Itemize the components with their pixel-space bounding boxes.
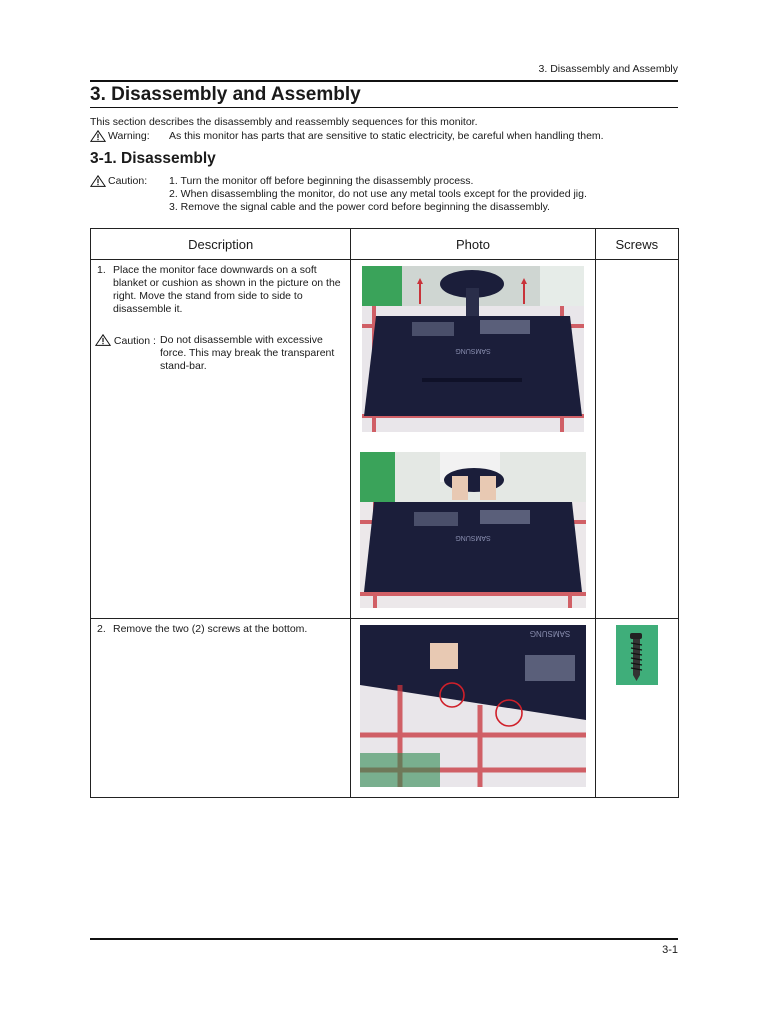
step-text: Place the monitor face downwards on a soft blanket or cushion as shown in the picture on the right. Move the stand from side to side to disassemble it.	[113, 264, 341, 315]
caution-list	[169, 175, 587, 214]
photo-monitor-back-stand	[362, 266, 584, 432]
caution-item: 3. Remove the signal cable and the power cord before beginning the disassembly.	[169, 201, 550, 213]
disassembly-table	[90, 228, 679, 798]
table-row	[91, 260, 679, 619]
step-2-description	[91, 619, 351, 798]
step-1-description	[91, 260, 351, 619]
header-photo: Photo	[351, 229, 595, 260]
header-rule	[90, 80, 678, 82]
step-number: 2.	[97, 623, 106, 635]
table-header-row	[91, 229, 679, 260]
step-caution-label-wrap	[95, 334, 156, 348]
caution-block	[90, 175, 690, 215]
step-1-photos	[351, 260, 595, 619]
step-caution-label: Caution :	[113, 335, 156, 347]
step-1-screws	[595, 260, 678, 619]
brand-text: SAMSUNG	[529, 629, 571, 638]
step-1-caution	[91, 334, 350, 373]
brand-text: SAMSUNG	[455, 347, 491, 354]
footer-rule	[90, 938, 678, 940]
step-2-photos	[351, 619, 595, 798]
warning-icon	[90, 130, 106, 142]
warning-label: Warning:	[108, 130, 150, 142]
page-title: 3. Disassembly and Assembly	[90, 84, 361, 105]
screw-icon	[616, 625, 658, 685]
step-1-text-block	[91, 260, 350, 316]
photo-bottom-screws	[360, 625, 586, 787]
table-row	[91, 619, 679, 798]
header-screws: Screws	[595, 229, 678, 260]
title-rule	[90, 107, 678, 108]
header-description: Description	[91, 229, 351, 260]
step-2-screws	[595, 619, 678, 798]
page-number: 3-1	[662, 944, 678, 956]
caution-label: Caution:	[108, 175, 148, 187]
running-header: 3. Disassembly and Assembly	[538, 63, 678, 75]
caution-icon	[90, 175, 106, 187]
caution-icon	[95, 334, 111, 346]
caution-item: 2. When disassembling the monitor, do not use any metal tools except for the provided jig.	[169, 188, 587, 200]
brand-text: SAMSUNG	[455, 534, 491, 541]
warning-line	[90, 130, 690, 143]
section-title: 3-1. Disassembly	[90, 150, 216, 167]
caution-item: 1. Turn the monitor off before beginning the disassembly process.	[169, 175, 474, 187]
warning-text: As this monitor has parts that are sensitive to static electricity, be careful when handling them.	[169, 130, 604, 142]
intro-text: This section describes the disassembly and reassembly sequences for this monitor.	[90, 116, 478, 128]
step-number: 1.	[97, 264, 106, 276]
step-caution-text: Do not disassemble with excessive force. This may break the transparent stand-bar.	[160, 334, 335, 372]
step-text: Remove the two (2) screws at the bottom.	[113, 623, 308, 635]
photo-hands-removing-stand	[360, 452, 586, 608]
step-2-text-block	[91, 619, 350, 636]
